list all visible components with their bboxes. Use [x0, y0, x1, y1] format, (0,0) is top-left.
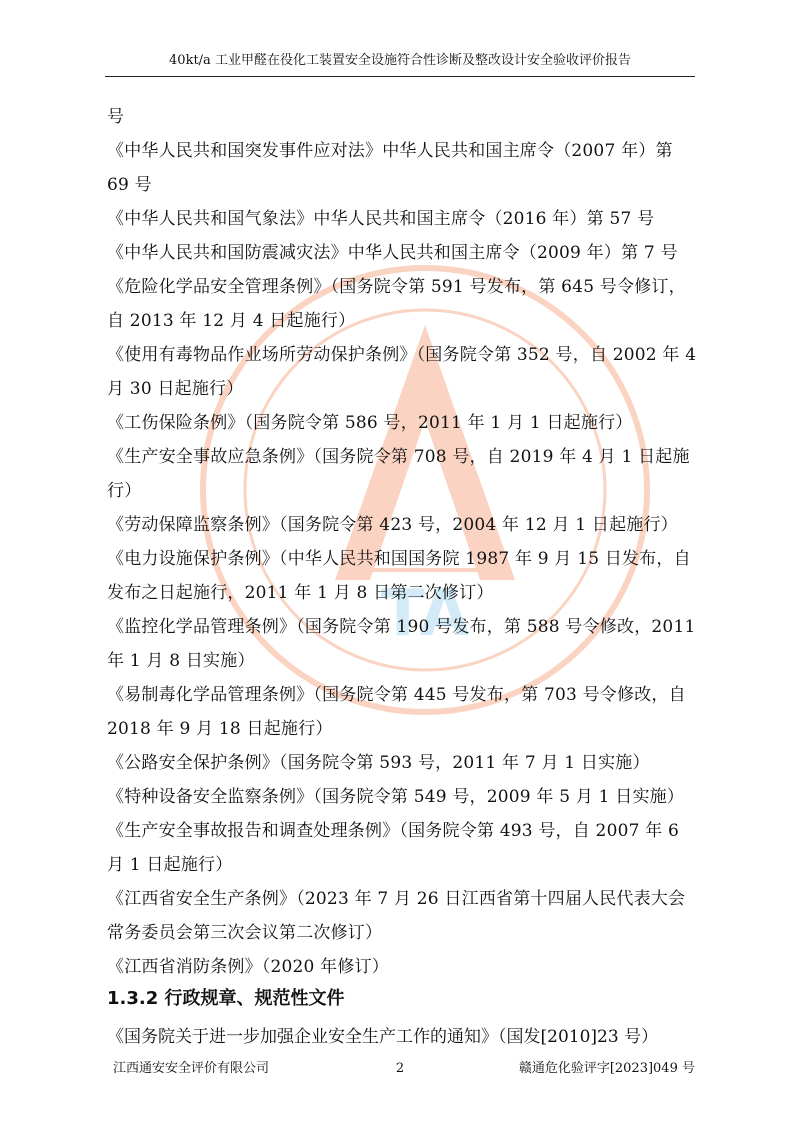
- svg-text:TA: TA: [380, 577, 470, 651]
- text-line: 自 2013 年 12 月 4 日起施行）: [107, 311, 356, 331]
- text-line: 《江西省安全生产条例》（2023 年 7 月 26 日江西省第十四届人民代表大会: [107, 889, 686, 909]
- text-line: 行）: [107, 481, 142, 501]
- text-line: 《生产安全事故应急条例》（国务院令第 708 号，自 2019 年 4 月 1 日起施: [107, 447, 690, 467]
- text-line: 月 30 日起施行）: [107, 379, 244, 399]
- text-line: 2018 年 9 月 18 日起施行）: [107, 719, 333, 739]
- page-header-title: 40kt/a 工业甲醛在役化工装置安全设施符合性诊断及整改设计安全验收评价报告: [169, 53, 631, 68]
- text-line: 《电力设施保护条例》（中华人民共和国国务院 1987 年 9 月 15 日发布，自: [107, 549, 691, 569]
- text-line: 常务委员会第三次会议第二次修订）: [107, 923, 383, 943]
- page-footer: [105, 1060, 695, 1078]
- text-line: 《国务院关于进一步加强企业安全生产工作的通知》（国发[2010]23 号）: [107, 1027, 659, 1047]
- text-line: 《江西省消防条例》（2020 年修订）: [107, 957, 389, 977]
- text-line: 《公路安全保护条例》（国务院令第 593 号，2011 年 7 月 1 日实施）: [107, 753, 650, 773]
- text-line: 月 1 日起施行）: [107, 855, 233, 875]
- text-line: 发布之日起施行，2011 年 1 月 8 日第二次修订）: [107, 583, 494, 603]
- text-line: 号: [107, 107, 125, 127]
- text-line: 《生产安全事故报告和调查处理条例》（国务院令第 493 号，自 2007 年 6: [107, 821, 680, 841]
- text-line: 《使用有毒物品作业场所劳动保护条例》（国务院令第 352 号，自 2002 年 4: [107, 345, 697, 365]
- section-heading: 1.3.2 行政规章、规范性文件: [107, 988, 345, 1009]
- text-line: 《中华人民共和国防震减灾法》中华人民共和国主席令（2009 年）第 7 号: [107, 243, 678, 263]
- text-line: 《劳动保障监察条例》（国务院令第 423 号，2004 年 12 月 1 日起施行）: [107, 515, 678, 535]
- text-line: 《特种设备安全监察条例》（国务院令第 549 号，2009 年 5 月 1 日实施）: [107, 787, 685, 807]
- header-divider: [105, 76, 695, 77]
- text-line: 69 号: [107, 175, 152, 195]
- text-line: 《中华人民共和国突发事件应对法》中华人民共和国主席令（2007 年）第: [107, 141, 673, 161]
- footer-report-number: 赣通危化验评字[2023]049 号: [518, 1061, 695, 1076]
- text-line: 《工伤保险条例》（国务院令第 586 号，2011 年 1 月 1 日起施行）: [107, 413, 633, 433]
- text-line: 年 1 月 8 日实施）: [107, 651, 255, 671]
- page-number: 2: [395, 1061, 405, 1076]
- text-line: 《监控化学品管理条例》（国务院令第 190 号发布，第 588 号令修改，2011: [107, 617, 696, 637]
- text-line: 《中华人民共和国气象法》中华人民共和国主席令（2016 年）第 57 号: [107, 209, 655, 229]
- footer-company: 江西通安安全评价有限公司: [113, 1061, 270, 1076]
- regulation-list: [107, 100, 707, 984]
- text-line: 《危险化学品安全管理条例》（国务院令第 591 号发布，第 645 号令修订，: [107, 277, 686, 297]
- text-line: 《易制毒化学品管理条例》（国务院令第 445 号发布，第 703 号令修改，自: [107, 685, 686, 705]
